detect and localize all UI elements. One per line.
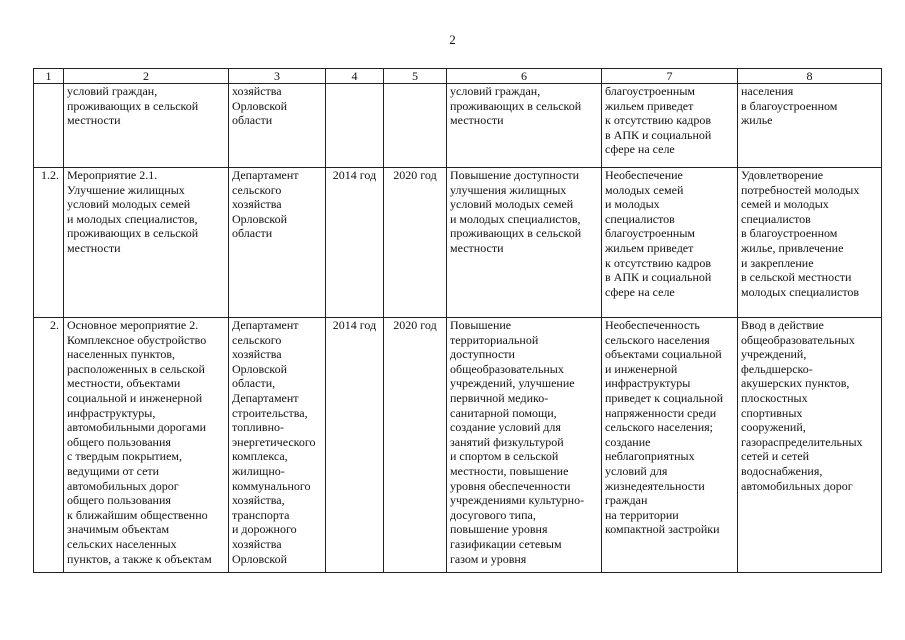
column-number-row [34,69,882,84]
expected-result: условий граждан, проживающих в сельской местности [447,84,602,168]
non-implementation-consequence: благоустроенным жильем приведет к отсутствию кадров в АПК и социальной сфере на селе [602,84,738,168]
end-year [384,84,447,168]
non-implementation-consequence: Необеспеченность сельского населения объектами социальной и инженерной инфраструктуры приведет к социальной напряженности среди сельского населения; создание неблагоприятных условий для жизнедеятельности граждан на территории компактной застройки [602,318,738,573]
indicator-link: Ввод в действие общеобразовательных учреждений, фельдшерско- акушерских пунктов, плоскостных спортивных сооружений, газораспределительных сетей и сетей водоснабжения, автомобильных дорог [738,318,882,573]
end-year: 2020 год [384,168,447,318]
indicator-link: населения в благоустроенном жилье [738,84,882,168]
responsible-executor: Департамент сельского хозяйства Орловской области [229,168,326,318]
measure-name: условий граждан, проживающих в сельской местности [64,84,229,168]
table-row [34,318,882,573]
non-implementation-consequence: Необеспечение молодых семей и молодых специалистов благоустроенным жильем приведет к отсутствию кадров в АПК и социальной сфере на селе [602,168,738,318]
end-year: 2020 год [384,318,447,573]
responsible-executor: Департамент сельского хозяйства Орловской области, Департамент строительства, топливно- энергетического комплекса, жилищно- коммунального хозяйства, транспорта и дорожного хозяйства Орловской [229,318,326,573]
start-year: 2014 год [326,318,384,573]
column-number: 1 [34,69,64,84]
start-year: 2014 год [326,168,384,318]
column-number: 7 [602,69,738,84]
expected-result: Повышение доступности улучшения жилищных условий молодых семей и молодых специалистов, проживающих в сельской местности [447,168,602,318]
page-number: 2 [449,32,456,47]
row-number [34,84,64,168]
table-row [34,168,882,318]
row-number: 1.2. [34,168,64,318]
column-number: 5 [384,69,447,84]
indicator-link: Удовлетворение потребностей молодых семей и молодых специалистов в благоустроенном жилье, привлечение и закрепление в сельской местности молодых специалистов [738,168,882,318]
column-number: 3 [229,69,326,84]
column-number: 4 [326,69,384,84]
measure-name: Основное мероприятие 2. Комплексное обустройство населенных пунктов, расположенных в сельской местности, объектами социальной и инженерной инфраструктуры, автомобильными дорогами общего пользования с твердым покрытием, ведущими от сети автомобильных дорог общего пользования к ближайшим общественно значимым объектам сельских населенных пунктов, а также к объектам [64,318,229,573]
column-number: 6 [447,69,602,84]
column-number: 8 [738,69,882,84]
table-row [34,84,882,168]
responsible-executor: хозяйства Орловской области [229,84,326,168]
program-table [33,68,882,573]
expected-result: Повышение территориальной доступности общеобразовательных учреждений, улучшение первичной медико- санитарной помощи, создание условий для занятий физкультурой и спортом в сельской местности, повышение уровня обеспеченности учреждениями культурно- досугового типа, повышение уровня газификации сетевым газом и уровня [447,318,602,573]
row-number: 2. [34,318,64,573]
column-number: 2 [64,69,229,84]
start-year [326,84,384,168]
measure-name: Мероприятие 2.1. Улучшение жилищных условий молодых семей и молодых специалистов, проживающих в сельской местности [64,168,229,318]
